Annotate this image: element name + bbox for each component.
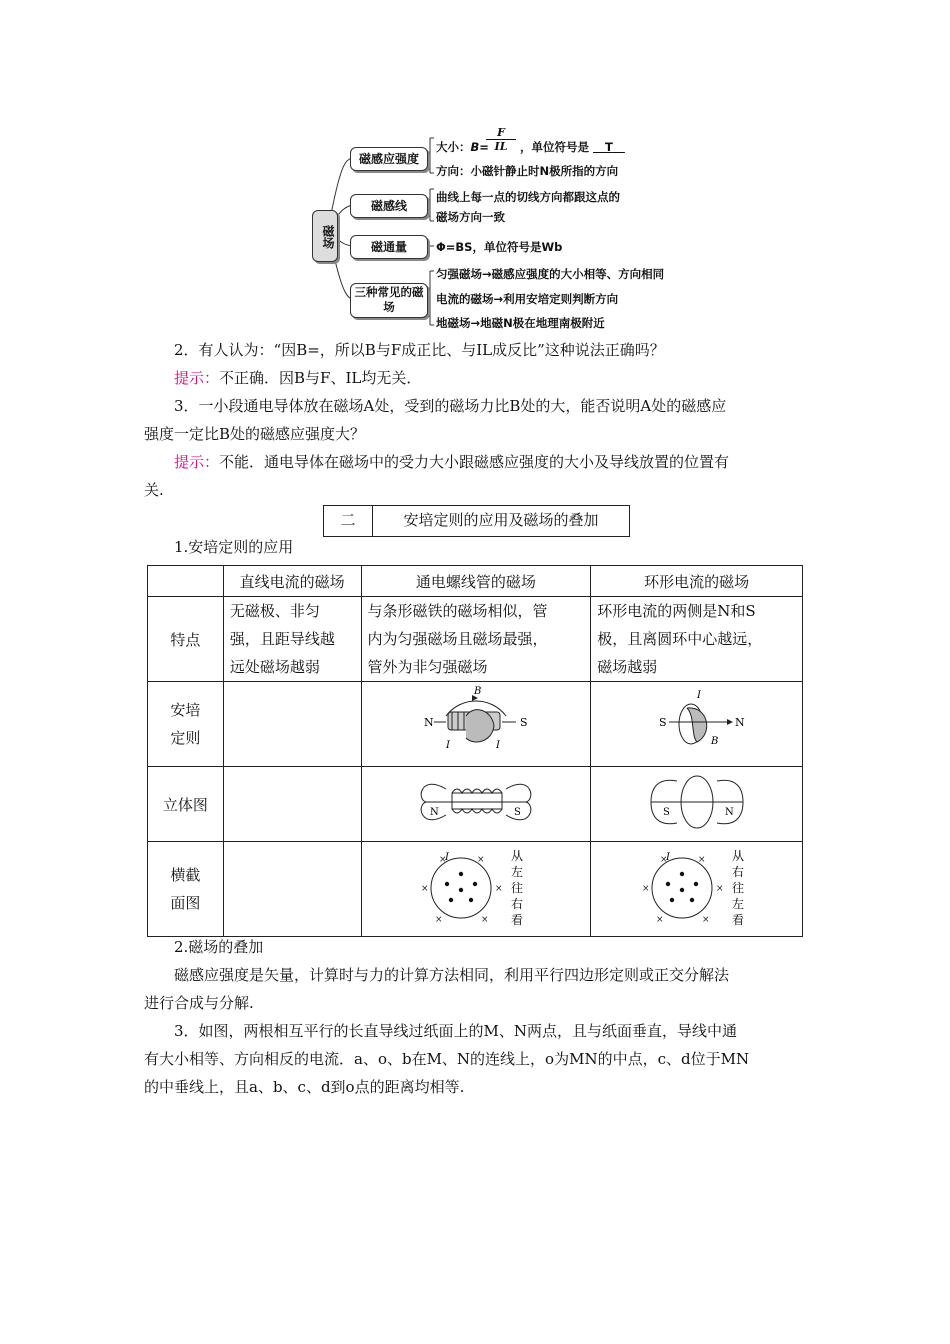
loop-3d-figure	[647, 769, 747, 835]
paragraph-superposition-line-2: 进行合成与分解.	[144, 994, 254, 1012]
table-row-features	[148, 597, 803, 682]
cell-straight-3d	[223, 767, 361, 842]
svg-text:I: I	[444, 852, 449, 863]
cell-straight-features: 无磁极、非匀 强，且距导线越 远处磁场越弱	[223, 597, 361, 682]
table-row-ampere	[148, 682, 803, 767]
section-number: 二	[324, 506, 373, 536]
table-header-row	[148, 566, 803, 597]
svg-text:从: 从	[731, 849, 744, 863]
svg-text:I: I	[445, 740, 450, 751]
hint-3-line-2: 关.	[144, 481, 164, 499]
svg-text:×: ×	[655, 915, 664, 925]
loop-cross-section-figure	[632, 844, 762, 930]
mind-map-field-lines-1: 曲线上每一点的切线方向都跟这点的	[436, 190, 620, 204]
svg-text:右: 右	[510, 897, 523, 911]
cell-solenoid-ampere	[361, 682, 591, 767]
question-4-line-3: 的中垂线上，且a、b、c、d到o点的距离均相等.	[144, 1078, 465, 1096]
ampere-rule-table	[147, 565, 803, 937]
svg-text:×: ×	[480, 915, 489, 925]
mind-map-induction-unit: ，单位符号是 T	[520, 140, 613, 154]
question-2: 2．有人认为：“因B=，所以B与F成正比、与IL成反比”这种说法正确吗？	[174, 341, 665, 359]
cell-loop-features: 环形电流的两侧是N和S 极，且离圆环中心越远， 磁场越弱	[591, 597, 803, 682]
svg-text:S: S	[658, 716, 667, 729]
svg-text:×: ×	[434, 915, 443, 925]
mind-map-uniform-field: 匀强磁场→磁感应强度的大小相等、方向相同	[436, 267, 665, 281]
mind-map-node-flux: 磁通量	[350, 235, 428, 259]
table-header-empty	[148, 566, 224, 597]
svg-text:×: ×	[641, 884, 650, 894]
mind-map-node-induction: 磁感应强度	[350, 147, 428, 171]
cell-loop-ampere	[591, 682, 803, 767]
svg-text:×: ×	[438, 855, 447, 865]
svg-text:N: N	[429, 807, 439, 818]
cell-solenoid-features: 与条形磁铁的磁场相似，管 内为匀强磁场且磁场最强， 管外为非匀强磁场	[361, 597, 591, 682]
svg-text:I: I	[696, 690, 701, 701]
svg-text:往: 往	[510, 881, 523, 895]
mind-map-earth-field: 地磁场→地磁N极在地理南极附近	[436, 316, 605, 330]
cell-straight-ampere	[223, 682, 361, 767]
svg-text:S: S	[519, 716, 528, 729]
question-4-line-1: 3．如图，两根相互平行的长直导线过纸面上的M、N两点，且与纸面垂直，导线中通	[174, 1022, 738, 1040]
svg-text:看: 看	[510, 913, 523, 927]
mind-map-root: 磁场	[312, 210, 338, 262]
hint-3-line-1: 提示：不能．通电导体在磁场中的受力大小跟磁感应强度的大小及导线放置的位置有	[174, 453, 730, 471]
svg-text:×: ×	[420, 884, 429, 894]
cell-solenoid-cross-section	[361, 842, 591, 937]
loop-hand-figure	[647, 686, 747, 758]
subheading-ampere-rule: 1.安培定则的应用	[174, 538, 294, 556]
svg-text:×: ×	[659, 855, 668, 865]
svg-text:左: 左	[731, 897, 744, 911]
mind-map-induction-direction: 方向：小磁针静止时N极所指的方向	[436, 164, 619, 178]
svg-text:往: 往	[731, 881, 744, 895]
table-header-straight: 直线电流的磁场	[223, 566, 361, 597]
row-label-ampere: 安培 定则	[148, 682, 224, 767]
svg-text:S: S	[513, 807, 521, 818]
hint-2: 提示：不正确．因B与F、IL均无关．	[174, 369, 422, 387]
mind-map-flux: Φ=BS，单位符号是Wb	[436, 240, 563, 254]
table-header-loop: 环形电流的磁场	[591, 566, 803, 597]
mind-map-node-field-lines: 磁感线	[350, 194, 428, 218]
row-label-cross-section: 横截 面图	[148, 842, 224, 937]
formula-fraction: F IL	[486, 127, 516, 153]
table-row-3d	[148, 767, 803, 842]
question-4-line-2: 有大小相等、方向相反的电流．a、o、b在M、N的连线上，o为MN的中点，c、d位于MN	[144, 1050, 750, 1068]
mind-map-node-common-fields: 三种常见的磁场	[350, 283, 428, 318]
svg-text:看: 看	[731, 913, 744, 927]
row-label-features: 特点	[148, 597, 224, 682]
svg-text:×: ×	[697, 855, 706, 865]
question-3-line-2: 强度一定比B处的磁感应强度大？	[144, 425, 366, 443]
svg-text:N: N	[423, 716, 434, 729]
svg-text:B: B	[710, 736, 718, 747]
subheading-superposition: 2.磁场的叠加	[174, 938, 264, 956]
mind-map-current-field: 电流的磁场→利用安培定则判断方向	[436, 292, 619, 306]
svg-text:×: ×	[494, 884, 503, 894]
svg-text:×: ×	[476, 855, 485, 865]
solenoid-hand-figure	[416, 686, 536, 758]
cell-loop-cross-section	[591, 842, 803, 937]
svg-text:左: 左	[510, 865, 523, 879]
mind-map-induction-size-visible: 大小：B=	[436, 140, 489, 154]
cell-loop-3d	[591, 767, 803, 842]
svg-text:×: ×	[715, 884, 724, 894]
cell-straight-cross-section	[223, 842, 361, 937]
svg-text:从: 从	[510, 849, 523, 863]
svg-text:×: ×	[701, 915, 710, 925]
table-row-cross-section	[148, 842, 803, 937]
svg-text:N: N	[724, 807, 734, 818]
row-label-3d: 立体图	[148, 767, 224, 842]
mind-map-field-lines-2: 磁场方向一致	[436, 210, 505, 224]
svg-text:N: N	[734, 716, 745, 729]
svg-text:I: I	[495, 740, 500, 751]
svg-text:右: 右	[731, 865, 744, 879]
section-title: 安培定则的应用及磁场的叠加	[403, 511, 599, 529]
svg-text:I: I	[665, 852, 670, 863]
svg-text:S: S	[662, 807, 670, 818]
svg-text:B: B	[473, 686, 482, 697]
question-3-line-1: 3．一小段通电导体放在磁场A处，受到的磁场力比B处的大，能否说明A处的磁感应	[174, 397, 727, 415]
paragraph-superposition-line-1: 磁感应强度是矢量，计算时与力的计算方法相同，利用平行四边形定则或正交分解法	[174, 966, 730, 984]
mind-map	[300, 125, 680, 335]
solenoid-cross-section-figure	[411, 844, 541, 930]
solenoid-3d-figure	[416, 769, 536, 835]
table-header-solenoid: 通电螺线管的磁场	[361, 566, 591, 597]
cell-solenoid-3d	[361, 767, 591, 842]
